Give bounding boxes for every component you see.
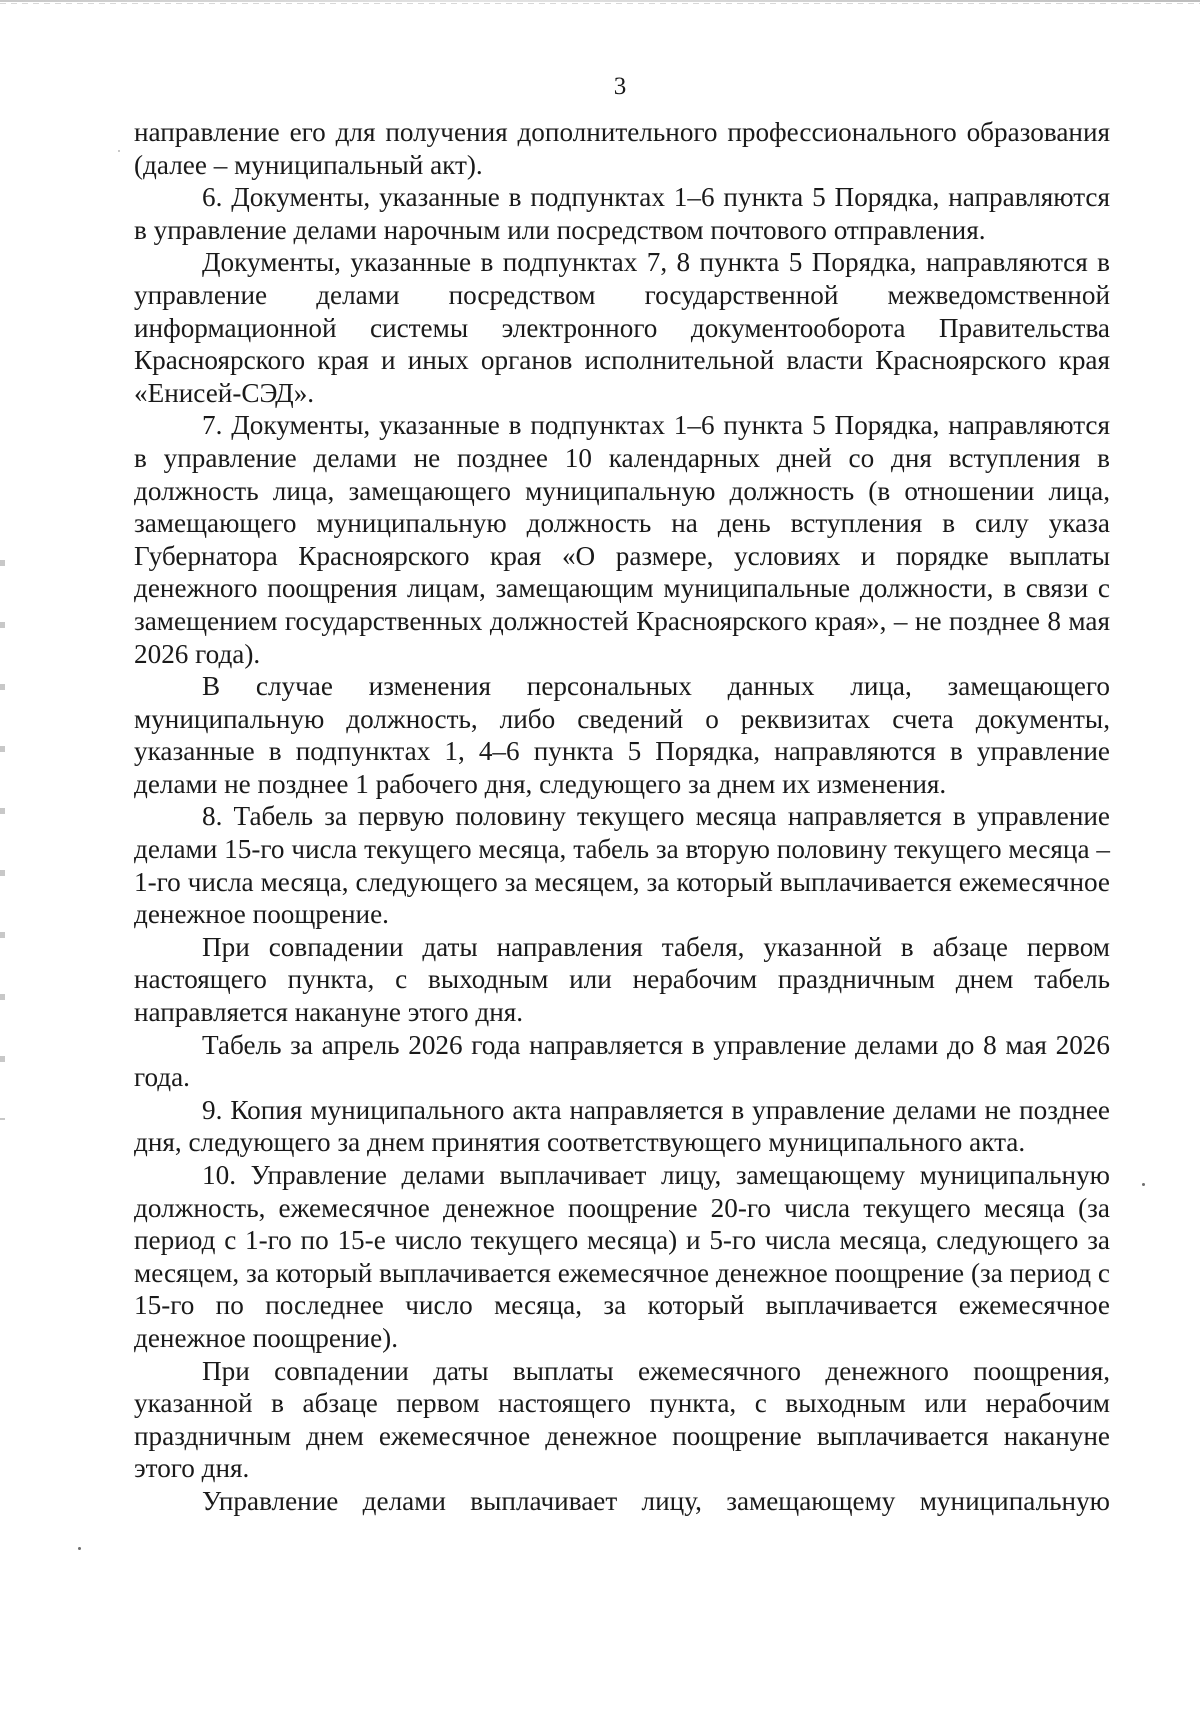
document-body [134, 116, 1110, 1518]
paragraph-item-10-part-3: Управление делами выплачивает лицу, замещающему муниципальную [202, 1485, 1110, 1516]
scan-speck [1142, 1183, 1145, 1186]
page-number: 3 [613, 73, 627, 100]
paragraph-item-10: 10. Управление делами выплачивает лицу, замещающему муниципальную должность, ежемесячное денежное поощрение 20-го числа текущего месяца (за период с 1-го по 15-е число текущего месяца) и 5-го числа месяца, следующего за месяцем, за который выплачивается ежемесячное денежное поощрение (за период с 15-го по последнее число месяца, за который выплачивается ежемесячное денежное поощрение). [134, 1160, 1110, 1353]
paragraph-item-10-part-2: При совпадении даты выплаты ежемесячного денежного поощрения, указанной в абзаце первом настоящего пункта, с выходным или нерабочим праздничным днем ежемесячное денежное поощрение выплачивается накануне этого дня. [134, 1355, 1110, 1484]
scan-top-edge [0, 0, 1200, 2]
paragraph-continuation: направление его для получения дополнительного профессионального образования (далее – муниципальный акт). [134, 117, 1110, 180]
paragraph-item-9: 9. Копия муниципального акта направляется в управление делами не позднее дня, следующего за днем принятия соответствующего муниципального акта. [134, 1094, 1110, 1158]
paragraph-item-8-part-3: Табель за апрель 2026 года направляется в управление делами до 8 мая 2026 года. [134, 1029, 1110, 1093]
binding-hole-marks [0, 560, 5, 1120]
paragraph-item-7-part-2: В случае изменения персональных данных лица, замещающего муниципальную должность, либо сведений о реквизитах счета документы, указанные в подпунктах 1, 4–6 пункта 5 Порядка, направляются в управление делами не позднее 1 рабочего дня, следующего за днем их изменения. [134, 671, 1110, 799]
scan-speck [118, 150, 120, 152]
paragraph-item-6: 6. Документы, указанные в подпунктах 1–6 пункта 5 Порядка, направляются в управление делами нарочным или посредством почтового отправления. [134, 182, 1110, 245]
scan-speck [78, 1547, 81, 1550]
paragraph-item-8: 8. Табель за первую половину текущего месяца направляется в управление делами 15-го числа текущего месяца, табель за вторую половину текущего месяца – 1-го числа месяца, следующего за месяцем, за который выплачивается ежемесячное денежное поощрение. [134, 801, 1110, 930]
paragraph-item-6-part-2: Документы, указанные в подпунктах 7, 8 пункта 5 Порядка, направляются в управление делами посредством государственной межведомственной информационной системы электронного документооборота Правительства Красноярского края и иных органов исполнительной власти Красноярского края «Енисей-СЭД». [134, 247, 1110, 408]
paragraph-item-7: 7. Документы, указанные в подпунктах 1–6 пункта 5 Порядка, направляются в управление делами не позднее 10 календарных дней со дня вступления в должность лица, замещающего муниципальную должность (в отношении лица, замещающего муниципальную должность на день вступления в силу указа Губернатора Красноярского края «О размере, условиях и порядке выплаты денежного поощрения лицам, замещающим муниципальные должности, в связи с замещением государственных должностей Красноярского края», – не позднее 8 мая 2026 года). [134, 410, 1110, 669]
paragraph-item-8-part-2: При совпадении даты направления табеля, указанной в абзаце первом настоящего пункта, с выходным или нерабочим праздничным днем табель направляется накануне этого дня. [134, 931, 1110, 1028]
